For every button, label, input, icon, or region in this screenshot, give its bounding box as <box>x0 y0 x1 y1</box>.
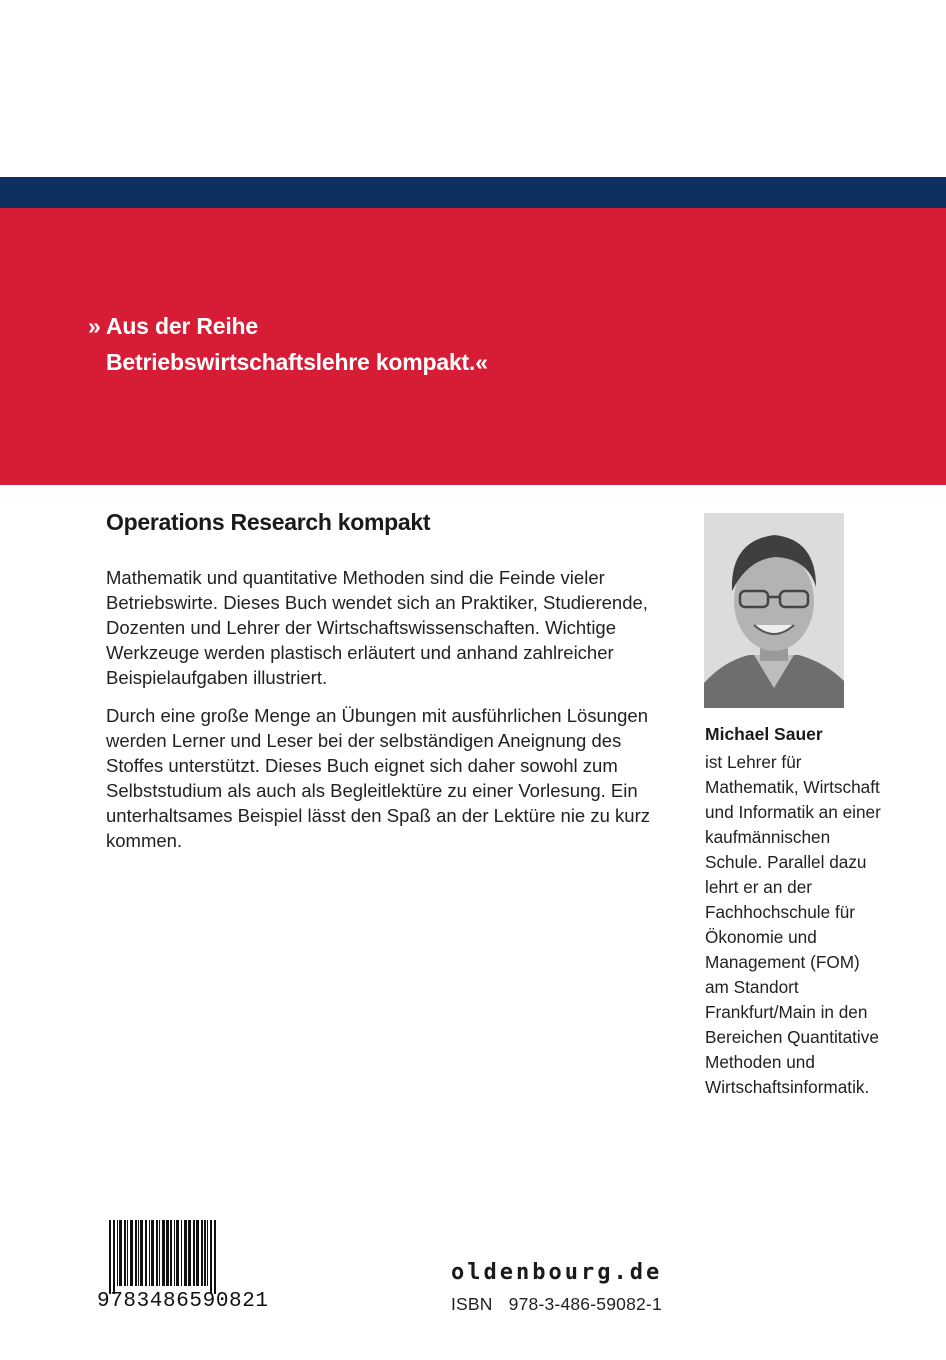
barcode-bar <box>162 1220 165 1286</box>
barcode-bar <box>124 1220 126 1286</box>
author-photo <box>704 513 844 708</box>
barcode-bar <box>156 1220 158 1286</box>
barcode-bar <box>145 1220 147 1286</box>
barcode-bar <box>159 1220 160 1286</box>
description-paragraph-2: Durch eine große Menge an Übungen mit ausführlichen Lösungen werden Lerner und Leser bei der selbständigen Aneignung des Stoffes unterstützt. Dieses Buch eignet sich daher sowohl zum Selbststudium als auch als Begleitlektüre zu einer Vorlesung. Ein unterhaltsames Beispiel lässt den Spaß an der Lektüre nie zu kurz kommen. <box>106 705 650 851</box>
barcode-bar <box>204 1220 206 1286</box>
book-title: Operations Research kompakt <box>106 509 431 535</box>
description-paragraph-1: Mathematik und quantitative Methoden sind die Feinde vieler Betriebswirte. Dieses Buch wendet sich an Praktiker, Studierende, Dozenten und Lehrer der Wirtschaftswissenschaften. Wichtige Werkzeuge werden plastisch erläutert und anhand zahlreicher Beispielaufgaben illustriert. <box>106 567 648 688</box>
series-line-1: » Aus der Reihe <box>88 313 258 339</box>
book-description <box>106 565 666 866</box>
navy-band <box>0 177 946 208</box>
barcode-bar <box>149 1220 150 1286</box>
barcode-bar <box>151 1220 154 1286</box>
series-line-2: Betriebswirtschaftslehre kompakt.« <box>106 349 488 375</box>
barcode-guard-bar <box>113 1220 115 1294</box>
barcode-guard-bar <box>210 1220 212 1294</box>
barcode-bar <box>166 1220 169 1286</box>
barcode-bar <box>127 1220 128 1286</box>
barcode-bar <box>196 1220 199 1286</box>
barcode-bar <box>130 1220 133 1286</box>
author-name: Michael Sauer <box>705 724 823 744</box>
barcode-bar <box>188 1220 191 1286</box>
barcode-bar <box>140 1220 143 1286</box>
barcode-bar <box>119 1220 122 1286</box>
barcode-bar <box>176 1220 179 1286</box>
barcode-digits: 9783486590821 <box>97 1290 269 1313</box>
barcode-bar <box>181 1220 182 1286</box>
barcode-bar <box>117 1220 118 1286</box>
isbn <box>451 1294 662 1315</box>
barcode-bar <box>184 1220 187 1286</box>
barcode-guard-bar <box>214 1220 216 1294</box>
barcode-bar <box>138 1220 139 1286</box>
barcode-bar <box>170 1220 172 1286</box>
author-bio: ist Lehrer für Mathematik, Wirtschaft und Informatik an einer kaufmännischen Schule. Parallel dazu lehrt er an der Fachhochschule für Ökonomie und Management (FOM) am Standort Frankfurt/Main in den Bereichen Quantitative Methoden und Wirtschaftsinformatik. <box>705 752 881 1097</box>
isbn-number: 978-3-486-59082-1 <box>508 1294 662 1314</box>
isbn-label: ISBN <box>451 1294 493 1314</box>
barcode-bar <box>207 1220 208 1286</box>
barcode-guard-bar <box>109 1220 111 1294</box>
barcode-bar <box>174 1220 175 1286</box>
barcode-bar <box>201 1220 203 1286</box>
barcode-bar <box>135 1220 137 1286</box>
publisher-url: oldenbourg.de <box>451 1260 663 1285</box>
barcode-bar <box>193 1220 195 1286</box>
series-quote <box>88 308 488 380</box>
